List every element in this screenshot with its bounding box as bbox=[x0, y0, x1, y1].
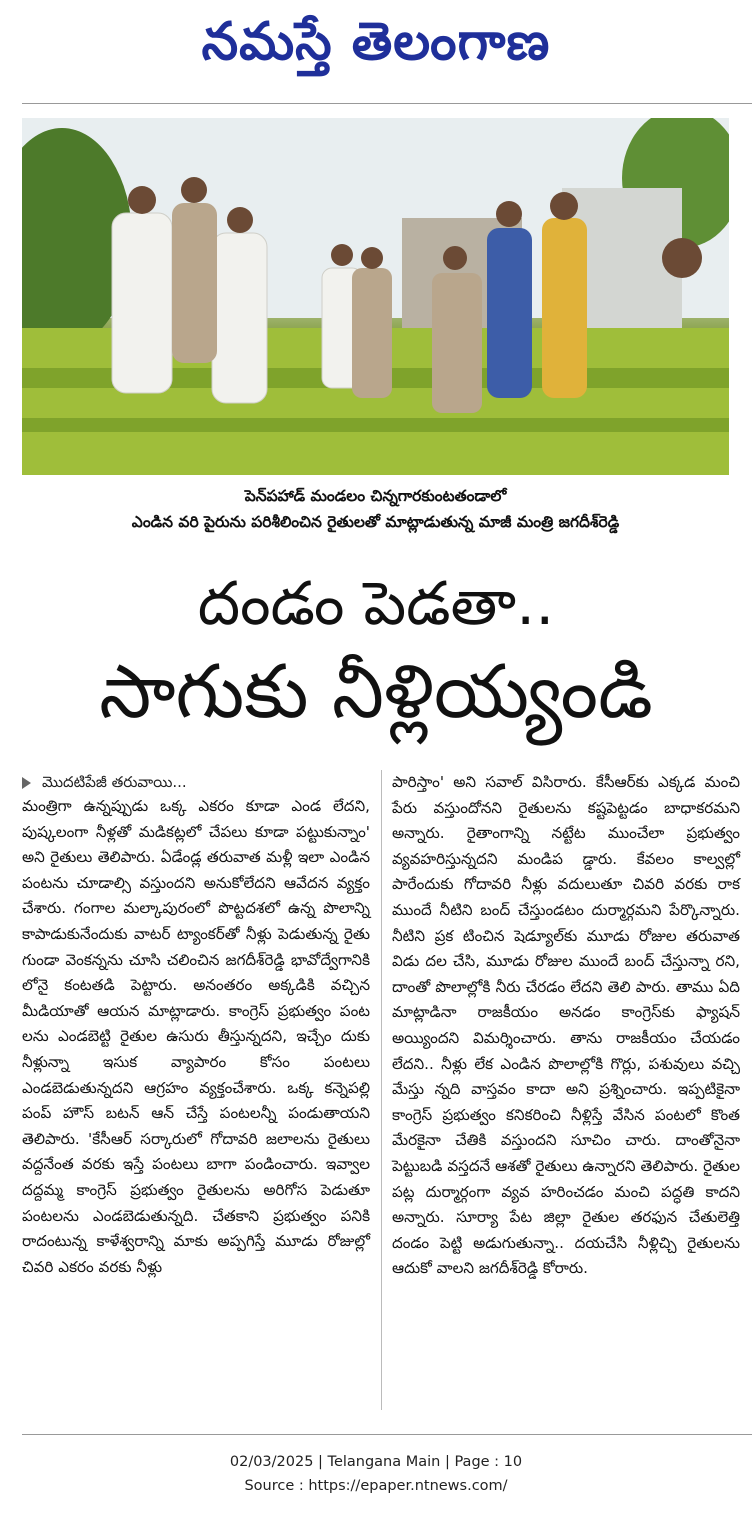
caption-line-1: పెన్‌పహాడ్ మండలం చిన్నగారకుంటతండాలో bbox=[244, 487, 507, 505]
headline bbox=[0, 568, 752, 738]
footer-source[interactable]: Source : https://epaper.ntnews.com/ bbox=[244, 1478, 508, 1494]
continuation-text: మొదటిపేజీ తరువాయి... bbox=[42, 773, 187, 791]
page-footer bbox=[0, 1450, 752, 1498]
masthead bbox=[0, 0, 752, 100]
photo-caption bbox=[22, 483, 729, 535]
headline-line-1: దండం పెడతా.. bbox=[197, 569, 555, 639]
article-text-left: మంత్రిగా ఉన్నప్పుడు ఒక్క ఎకరం కూడా ఎండ లేదని, పుష్కలంగా నీళ్లతో మడికట్లలో చేపలు కూడా పట్టుకున్నాం' అని రైతులు తెలిపారు. ఏడేండ్ల తరువాత మళ్లీ ఇలా ఎండిన పంటను చూడాల్సి వస్తుందని అనుకోలేదని ఆవేదన వ్యక్తం చేశారు. గంగాల మల్కాపురంలో పొట్టదశలో ఉన్న పొలాన్ని కాపాడుకునేందుకు వాటర్ ట్యాంకర్‌తో నీళ్లు పెడుతున్న రైతు గుండా వెంకన్నను చూసి చలించిన జగదీశ్‌రెడ్డి భావోద్వేగానికి లోనై కంటతడి పెట్టారు. అనంతరం అక్కడికి వచ్చిన మీడియాతో ఆయన మాట్లాడారు. కాంగ్రెస్ ప్రభుత్వం పంట లను ఎండబెట్టి రైతుల ఉసురు తీస్తున్నదని, ఇచ్చేం దుకు నీళ్లున్నా ఇసుక వ్యాపారం కోసం పంటలు ఎండబెడుతున్నదని ఆగ్రహం వ్యక్తంచేశారు. ఒక్క కన్నెపల్లి పంప్ హౌస్ బటన్ ఆన్ చేస్తే పంటలన్నీ పండుతాయని తెలిపారు. 'కేసీఆర్ సర్కారులో గోదావరి జలాలను రైతులు వద్దనేంత వరకు ఇస్తే పంటలు బాగా పండించారు. ఇవ్వాల దద్దమ్మ కాంగ్రెస్ ప్రభుత్వం రైతులను అరిగోస పెడుతూ పంటలను ఎండబెడుతున్నది. చేతకాని ప్రభుత్వం పనికి రాదంటున్న కాళేశ్వరాన్ని మాకు అప్పగిస్తే మూడు రోజుల్లో చివరి ఎకరం వరకు నీళ్లు bbox=[22, 797, 370, 1276]
article-body bbox=[22, 770, 740, 1410]
article-column-left bbox=[22, 770, 370, 1280]
photo-illustration bbox=[22, 118, 729, 475]
article-text-right: పారిస్తాం' అని సవాల్ విసిరారు. కేసీఆర్‌కు ఎక్కడ మంచి పేరు వస్తుందోనని రైతులను కష్టపెట్టడం బాధాకరమని అన్నారు. రైతాంగాన్ని నట్టేట ముంచేలా ప్రభుత్వం వ్యవహరిస్తున్నదని మండిప డ్డారు. కేవలం కాల్వల్లో పారేందుకు గోదావరి నీళ్లు వదులుతూ చివరి వరకు రాక ముందే నీటిని బంద్ చేస్తుండటం దుర్మార్గమని పేర్కొన్నారు. నీటిని ప్రక టించిన షెడ్యూల్‌కు మూడు రోజుల తరువాత విడు దల చేసి, మూడు రోజుల ముందే బంద్ చేస్తున్నా రని, దాంతో పొలాల్లోకి నీరు చేరడం లేదని తెలి పారు. తాము ఏది మాట్లాడినా రాజకీయం అనడం కాంగ్రెస్‌కు ఫ్యాషన్ అయ్యిందని విమర్శించారు. తాను రాజకీయం చేయడం లేదని.. నీళ్లు లేక ఎండిన పొలాల్లోకి గొర్లు, పశువులు వచ్చి మేస్తు న్నది వాస్తవం కాదా అని ప్రశ్నించారు. ఇప్పటికైనా కాంగ్రెస్ ప్రభుత్వం కనికరించి నీళ్లిస్తే వేసిన పంటలో కొంత మేరకైనా చేతికి వస్తుందని సూచిం చారు. దాంతోనైనా పెట్టుబడి వస్తదనే ఆశతో రైతులు ఉన్నారని తెలిపారు. రైతుల పట్ల దుర్మార్గంగా వ్యవ హరించడం మంచి పద్ధతి కాదని అన్నారు. సూర్యా పేట జిల్లా రైతుల తరఫున చేతులెత్తి దండం పెట్టి అడుగుతున్నా.. దయచేసి నీళ్లిచ్చి రైతులను ఆదుకో వాలని జగదీశ్‌రెడ్డి కోరారు. bbox=[392, 773, 740, 1278]
continuation-marker bbox=[22, 770, 370, 794]
headline-line-2: సాగుకు నీళ్లియ్యండి bbox=[99, 649, 653, 735]
newspaper-logo: నమస్తే తెలంగాణ bbox=[201, 12, 551, 72]
bottom-divider bbox=[22, 1434, 752, 1435]
caption-line-2: ఎండిన వరి పైరును పరిశీలించిన రైతులతో మాట్లాడుతున్న మాజీ మంత్రి జగదీశ్‌రెడ్డి bbox=[131, 513, 620, 531]
column-divider bbox=[381, 770, 382, 1410]
top-divider bbox=[22, 103, 752, 104]
arrow-right-icon bbox=[22, 775, 36, 789]
article-column-right bbox=[392, 770, 740, 1282]
footer-date-page: 02/03/2025 | Telangana Main | Page : 10 bbox=[229, 1454, 523, 1470]
news-photo bbox=[22, 118, 729, 475]
